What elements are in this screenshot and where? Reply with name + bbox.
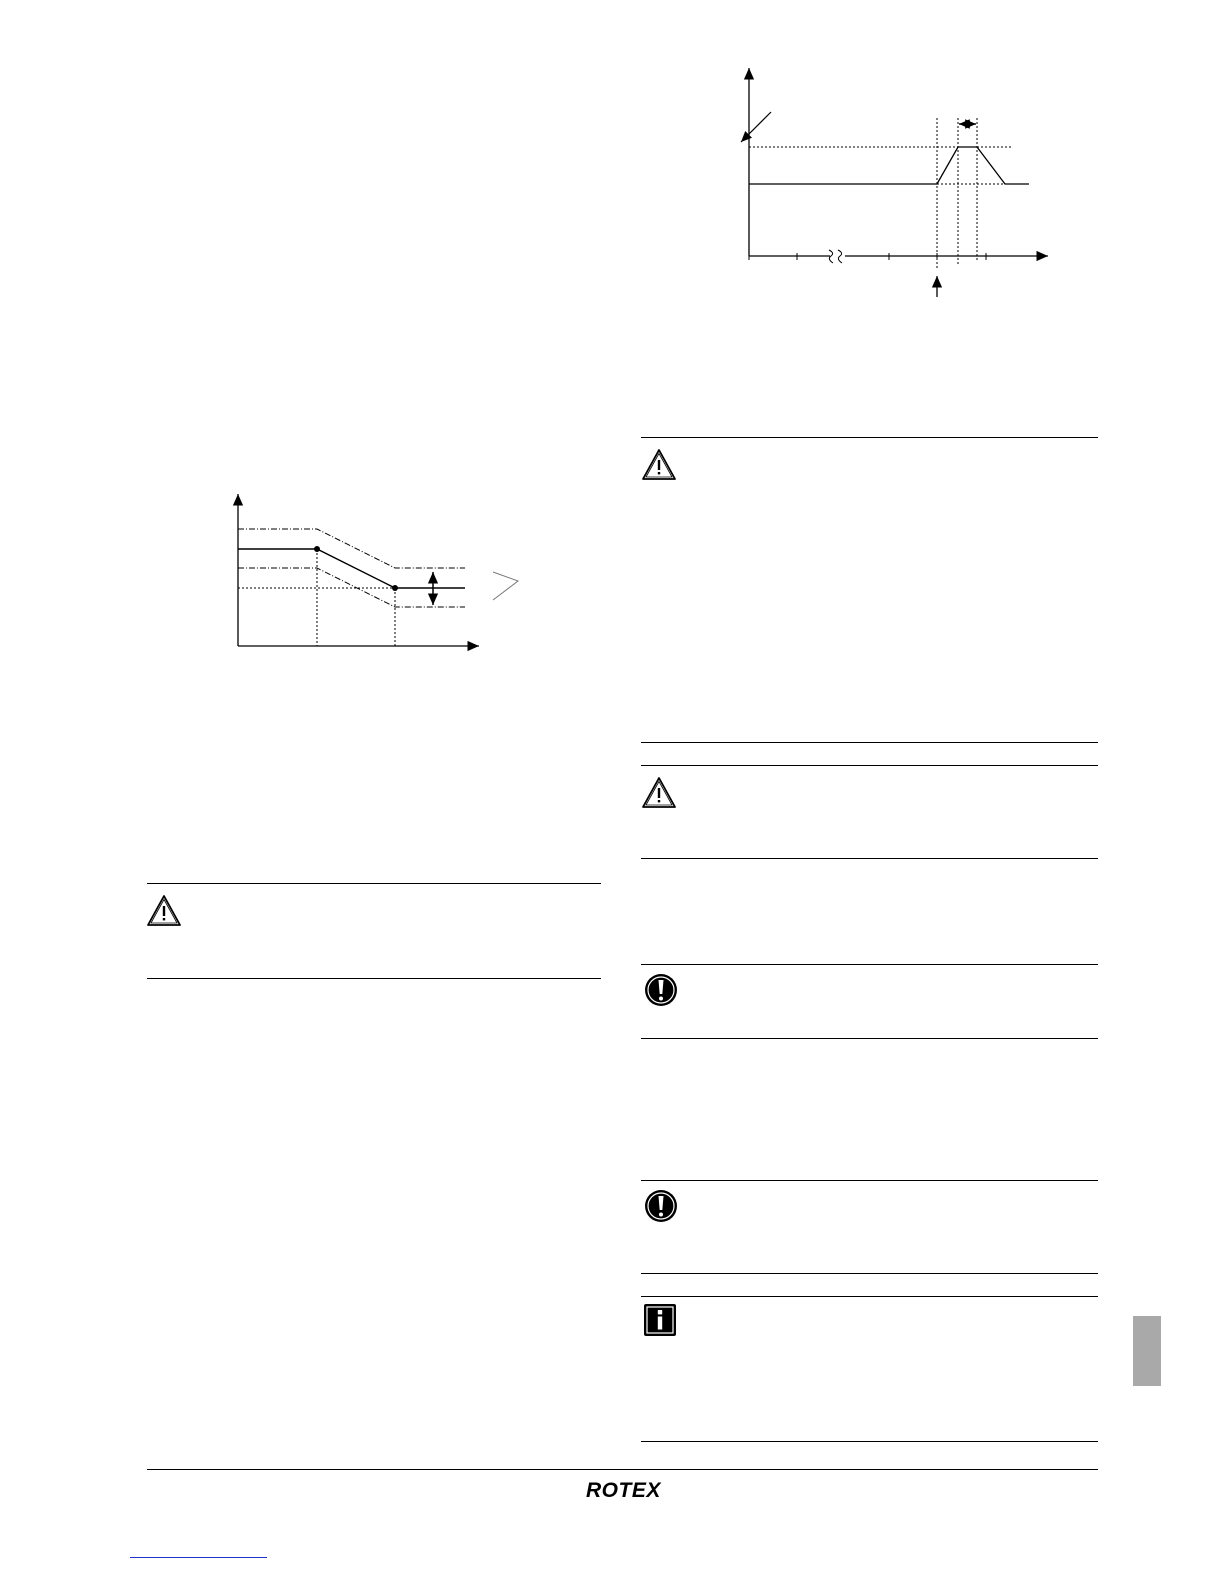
exclamation-circle-icon [643,1188,679,1224]
time-profile-diagram [725,60,1060,305]
warning-triangle-icon [641,775,677,811]
divider [641,964,1098,965]
info-icon [642,1302,678,1338]
divider [641,1180,1098,1181]
warning-triangle-icon [146,893,182,929]
callout-arrow [741,112,771,142]
chevron-mark [493,572,518,600]
divider [641,742,1098,743]
link-underline[interactable] [130,1557,267,1558]
profile-line [749,147,1029,184]
divider [147,883,601,884]
setpoint-curve-diagram [225,488,530,658]
breakpoint-dot [392,585,398,591]
divider [147,978,601,979]
warning-triangle-icon [641,447,677,483]
divider [641,858,1098,859]
footer-rule [147,1469,1098,1470]
divider [641,765,1098,766]
divider [641,1296,1098,1297]
divider [641,437,1098,438]
divider [641,1038,1098,1039]
brand-logo: ROTEX [586,1479,661,1502]
side-tab-marker [1133,1316,1161,1386]
divider [641,1441,1098,1442]
breakpoint-dot [314,546,320,552]
axis-break-mark [838,250,842,263]
divider [641,1273,1098,1274]
exclamation-circle-icon [643,972,679,1008]
